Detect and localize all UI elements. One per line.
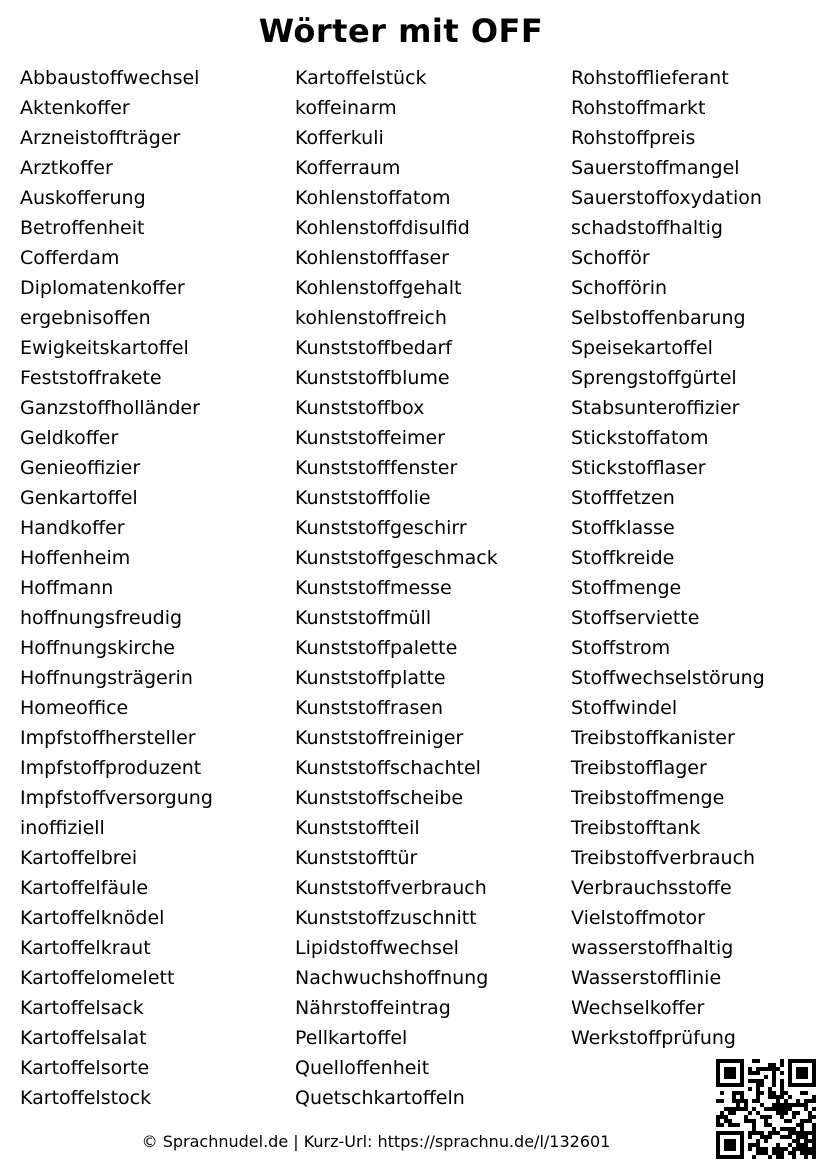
word-item: Stoffmenge [571,577,682,599]
word-item: Betroffenheit [20,217,145,239]
word-item: Speisekartoffel [571,337,713,359]
word-item: Selbstoffenbarung [571,307,746,329]
word-item: Stickstoffatom [571,427,709,449]
word-item: Impfstoffproduzent [20,757,202,779]
word-item: Rohstoffmarkt [571,97,706,119]
word-item: Genieoffizier [20,457,141,479]
word-item: Kohlenstoffatom [295,187,451,209]
word-item: Kunststoffverbrauch [295,877,487,899]
qr-code-icon [716,1059,816,1159]
word-item: Quetschkartoffeln [295,1087,465,1109]
word-item: Treibstoffverbrauch [571,847,756,869]
word-item: Stoffkreide [571,547,675,569]
word-item: Homeoffice [20,697,129,719]
word-item: Treibstoffmenge [571,787,725,809]
word-item: Lipidstoffwechsel [295,937,459,959]
word-item: kohlenstoffreich [295,307,447,329]
word-item: Kunststoffblume [295,367,450,389]
word-item: Schofförin [571,277,668,299]
word-item: Treibstoffkanister [571,727,735,749]
word-item: Stabsunteroffizier [571,397,740,419]
word-item: Genkartoffel [20,487,138,509]
word-item: Diplomatenkoffer [20,277,185,299]
word-item: Stoffstrom [571,637,671,659]
word-item: Kunststoffzuschnitt [295,907,477,929]
word-item: Kartoffelsorte [20,1057,150,1079]
word-item: Stoffserviette [571,607,700,629]
word-item: Kunststoffbox [295,397,425,419]
word-item: Hoffmann [20,577,114,599]
word-item: Kunststoffscheibe [295,787,464,809]
word-item: Arztkoffer [20,157,113,179]
word-item: inoffiziell [20,817,105,839]
word-item: Nährstoffeintrag [295,997,451,1019]
word-item: Pellkartoffel [295,1027,408,1049]
word-item: Kartoffelomelett [20,967,175,989]
word-item: schadstoffhaltig [571,217,723,239]
word-item: Rohstofflieferant [571,67,729,89]
word-item: Cofferdam [20,247,120,269]
word-item: Auskofferung [20,187,146,209]
page-title: Wörter mit OFF [258,12,544,50]
word-item: Wasserstofflinie [571,967,722,989]
word-item: Sauerstoffoxydation [571,187,762,209]
word-item: Kunststoffpalette [295,637,458,659]
word-item: Stoffwindel [571,697,678,719]
word-item: Kohlenstofffaser [295,247,449,269]
word-item: Kunststoffmesse [295,577,452,599]
word-item: Hoffnungskirche [20,637,175,659]
word-item: Kartoffelsalat [20,1027,147,1049]
word-item: Ewigkeitskartoffel [20,337,189,359]
word-item: Sprengstoffgürtel [571,367,737,389]
word-item: Werkstoffprüfung [571,1027,736,1049]
word-item: Verbrauchsstoffe [571,877,732,899]
word-item: Feststoffrakete [20,367,162,389]
word-item: Kartoffelknödel [20,907,165,929]
word-item: Rohstoffpreis [571,127,696,149]
word-item: Treibstofftank [571,817,701,839]
word-item: Hoffenheim [20,547,131,569]
word-item: Kartoffelfäule [20,877,149,899]
word-item: Kartoffelkraut [20,937,151,959]
word-column-3 [571,63,765,1053]
word-item: Kofferraum [295,157,401,179]
word-item: Treibstofflager [571,757,707,779]
word-item: Kartoffelsack [20,997,144,1019]
word-item: Kunststofftür [295,847,418,869]
word-item: Abbaustoffwechsel [20,67,200,89]
word-item: Kohlenstoffdisulfid [295,217,470,239]
word-item: Stickstofflaser [571,457,706,479]
word-item: Kunststoffteil [295,817,420,839]
word-item: Quelloffenheit [295,1057,430,1079]
word-item: Stoffklasse [571,517,675,539]
word-item: Kunststoffeimer [295,427,445,449]
word-item: Kohlenstoffgehalt [295,277,462,299]
word-item: Schofför [571,247,650,269]
word-item: Impfstoffhersteller [20,727,196,749]
word-item: Kunststofffenster [295,457,458,479]
word-item: Hoffnungsträgerin [20,667,193,689]
word-item: Kunststoffreiniger [295,727,464,749]
word-item: Kunststoffrasen [295,697,444,719]
word-item: Kunststoffmüll [295,607,432,629]
word-item: Kartoffelstück [295,67,427,89]
footer-credit: © Sprachnudel.de | Kurz-Url: https://sprachnu.de/l/132601 [141,1132,611,1151]
word-item: ergebnisoffen [20,307,151,329]
word-item: hoffnungsfreudig [20,607,183,629]
word-item: Kunststoffgeschmack [295,547,498,569]
word-item: Ganzstoffholländer [20,397,200,419]
word-item: Kunststoffbedarf [295,337,452,359]
word-item: Stofffetzen [571,487,675,509]
word-item: Aktenkoffer [20,97,130,119]
word-item: Impfstoffversorgung [20,787,213,809]
word-item: Kunststoffschachtel [295,757,481,779]
word-item: koffeinarm [295,97,397,119]
word-item: Kunststofffolie [295,487,431,509]
word-item: Sauerstoffmangel [571,157,740,179]
word-item: Vielstoffmotor [571,907,705,929]
word-item: Geldkoffer [20,427,119,449]
word-column-2 [295,63,498,1113]
word-item: Wechselkoffer [571,997,705,1019]
word-item: Handkoffer [20,517,125,539]
word-item: Kunststoffgeschirr [295,517,467,539]
word-column-1 [20,63,213,1113]
word-item: Kartoffelstock [20,1087,152,1109]
word-item: Kunststoffplatte [295,667,446,689]
word-item: Kofferkuli [295,127,384,149]
word-item: Stoffwechselstörung [571,667,765,689]
word-item: wasserstoffhaltig [571,937,734,959]
word-item: Arzneistoffträger [20,127,181,149]
word-item: Kartoffelbrei [20,847,138,869]
word-item: Nachwuchshoffnung [295,967,489,989]
